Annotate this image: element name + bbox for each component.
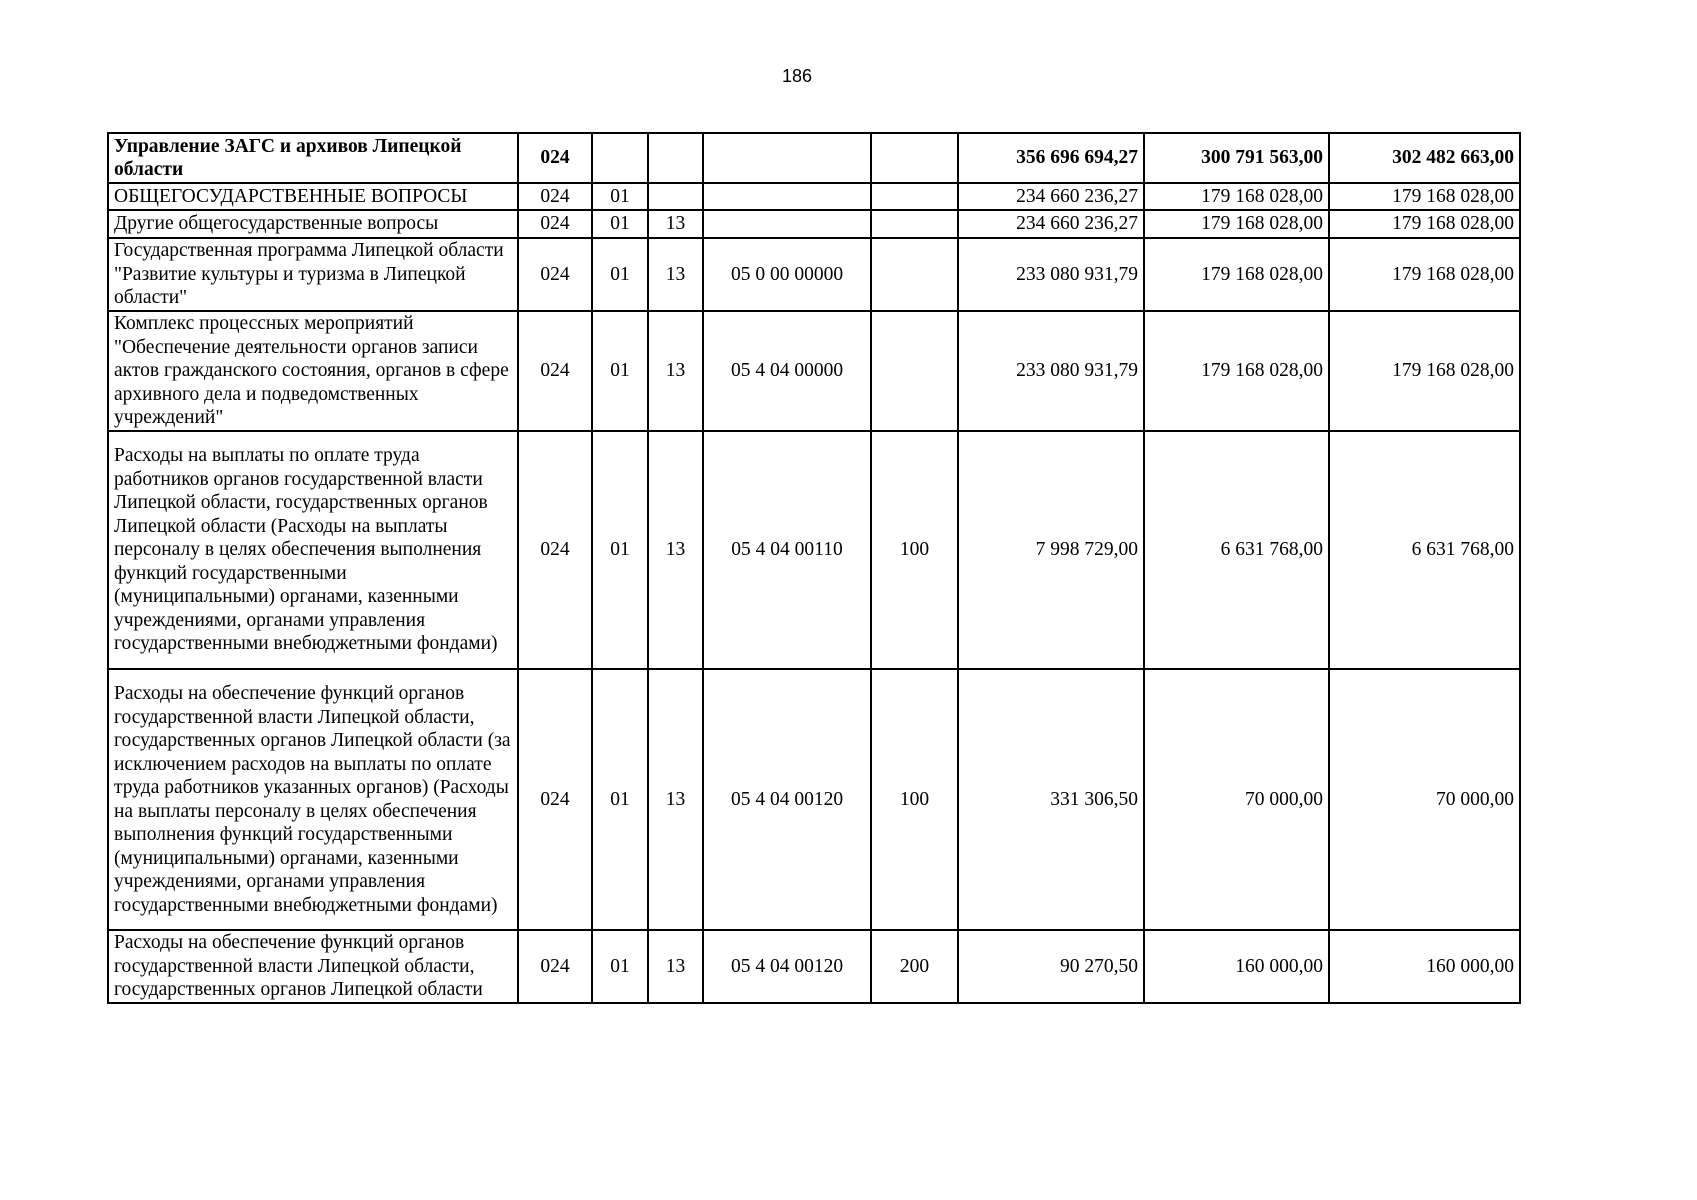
cell-grbs: 024 [518,930,592,1003]
cell-vr [871,133,958,183]
cell-grbs: 024 [518,183,592,210]
cell-name: Комплекс процессных мероприятий "Обеспечение деятельности органов записи актов гражданского состояния, органов в сфере архивного дела и подведомственных учреждений" [108,311,518,431]
cell-sum-2: 179 168 028,00 [1144,311,1329,431]
cell-csr: 05 0 00 00000 [703,238,871,311]
cell-name: Другие общегосударственные вопросы [108,210,518,238]
cell-name: ОБЩЕГОСУДАРСТВЕННЫЕ ВОПРОСЫ [108,183,518,210]
cell-vr [871,311,958,431]
cell-rz: 01 [592,930,648,1003]
cell-grbs: 024 [518,431,592,669]
cell-name: Управление ЗАГС и архивов Липецкой области [108,133,518,183]
cell-name: Расходы на выплаты по оплате труда работников органов государственной власти Липецкой области, государственных органов Липецкой области (Расходы на выплаты персоналу в целях обеспечения выполнения функций государственными (муниципальными) органами, казенными учреждениями, органами управления государственными внебюджетными фондами) [108,431,518,669]
cell-sum-3: 179 168 028,00 [1329,311,1520,431]
cell-csr [703,210,871,238]
cell-grbs: 024 [518,133,592,183]
cell-sum-3: 70 000,00 [1329,669,1520,930]
table-row [108,431,1520,669]
cell-vr: 100 [871,669,958,930]
cell-sum-1: 233 080 931,79 [958,311,1144,431]
cell-csr: 05 4 04 00110 [703,431,871,669]
table-row [108,183,1520,210]
cell-vr [871,238,958,311]
table-row [108,210,1520,238]
cell-name: Расходы на обеспечение функций органов государственной власти Липецкой области, государственных органов Липецкой области [108,930,518,1003]
cell-sum-2: 179 168 028,00 [1144,238,1329,311]
cell-pr: 13 [648,431,703,669]
cell-pr [648,183,703,210]
cell-vr: 200 [871,930,958,1003]
cell-sum-1: 233 080 931,79 [958,238,1144,311]
cell-sum-2: 300 791 563,00 [1144,133,1329,183]
cell-pr: 13 [648,930,703,1003]
cell-grbs: 024 [518,238,592,311]
cell-grbs: 024 [518,669,592,930]
cell-sum-3: 160 000,00 [1329,930,1520,1003]
cell-rz: 01 [592,183,648,210]
cell-sum-1: 331 306,50 [958,669,1144,930]
cell-pr [648,133,703,183]
cell-csr: 05 4 04 00120 [703,930,871,1003]
cell-sum-1: 90 270,50 [958,930,1144,1003]
cell-sum-3: 179 168 028,00 [1329,183,1520,210]
page-number: 186 [781,66,813,86]
cell-pr: 13 [648,311,703,431]
cell-sum-1: 234 660 236,27 [958,183,1144,210]
table-row [108,238,1520,311]
cell-vr: 100 [871,431,958,669]
cell-name: Государственная программа Липецкой области "Развитие культуры и туризма в Липецкой области" [108,238,518,311]
cell-rz: 01 [592,431,648,669]
cell-rz: 01 [592,238,648,311]
budget-table [107,132,1521,1004]
cell-grbs: 024 [518,311,592,431]
table-row [108,311,1520,431]
cell-sum-2: 179 168 028,00 [1144,210,1329,238]
cell-rz [592,133,648,183]
cell-vr [871,183,958,210]
table-row [108,669,1520,930]
cell-grbs: 024 [518,210,592,238]
cell-rz: 01 [592,210,648,238]
cell-rz: 01 [592,311,648,431]
table-row [108,930,1520,1003]
cell-sum-1: 7 998 729,00 [958,431,1144,669]
cell-sum-3: 302 482 663,00 [1329,133,1520,183]
cell-pr: 13 [648,238,703,311]
cell-csr [703,183,871,210]
cell-sum-3: 179 168 028,00 [1329,210,1520,238]
cell-vr [871,210,958,238]
cell-pr: 13 [648,669,703,930]
cell-sum-1: 356 696 694,27 [958,133,1144,183]
cell-sum-2: 6 631 768,00 [1144,431,1329,669]
cell-sum-1: 234 660 236,27 [958,210,1144,238]
cell-sum-3: 6 631 768,00 [1329,431,1520,669]
cell-name: Расходы на обеспечение функций органов государственной власти Липецкой области, государственных органов Липецкой области (за исключением расходов на выплаты по оплате труда работников указанных органов) (Расходы на выплаты персоналу в целях обеспечения выполнения функций государственными (муниципальными) органами, казенными учреждениями, органами управления государственными внебюджетными фондами) [108,669,518,930]
cell-sum-3: 179 168 028,00 [1329,238,1520,311]
cell-pr: 13 [648,210,703,238]
cell-csr: 05 4 04 00120 [703,669,871,930]
cell-sum-2: 70 000,00 [1144,669,1329,930]
cell-sum-2: 160 000,00 [1144,930,1329,1003]
cell-sum-2: 179 168 028,00 [1144,183,1329,210]
table-row [108,133,1520,183]
budget-table-body [108,133,1520,1003]
cell-csr: 05 4 04 00000 [703,311,871,431]
cell-rz: 01 [592,669,648,930]
cell-csr [703,133,871,183]
